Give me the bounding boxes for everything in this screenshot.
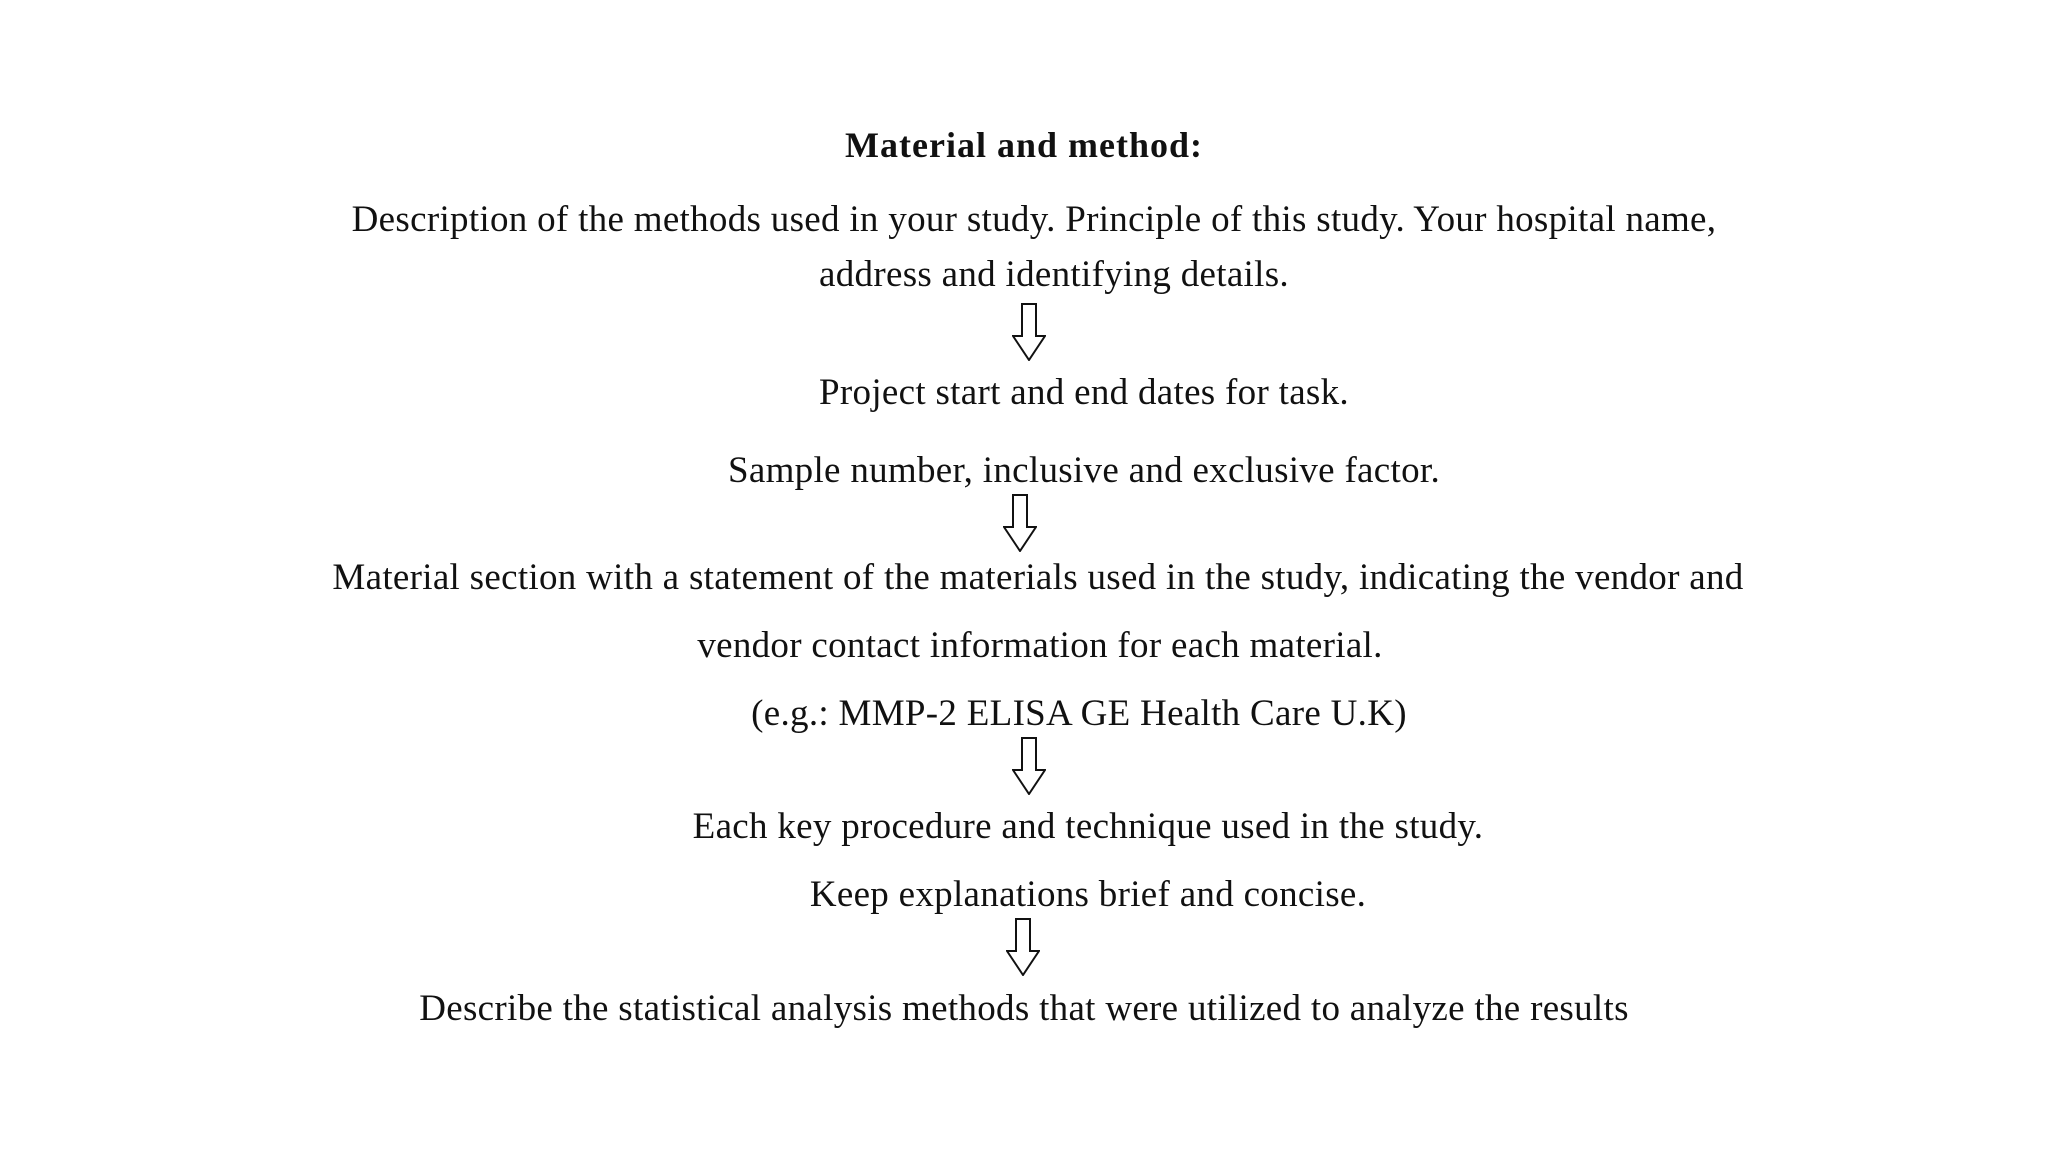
step-1-line-1: Description of the methods used in your study. Principle of this study. Your hospital name, [351,199,1717,240]
down-arrow-icon [1012,737,1046,795]
down-arrow-icon [1006,918,1040,976]
step-5-line-1: Describe the statistical analysis methods that were utilized to analyze the results [419,988,1629,1029]
step-3-line-1: Material section with a statement of the materials used in the study, indicating the vendor and [332,557,1744,598]
step-4-line-2: Keep explanations brief and concise. [809,874,1367,915]
step-1-line-2: address and identifying details. [819,254,1289,295]
step-4-line-1: Each key procedure and technique used in the study. [692,806,1484,847]
step-2-line-1: Project start and end dates for task. [819,372,1349,413]
down-arrow-icon [1003,494,1037,552]
step-3-line-2: vendor contact information for each material. [697,625,1383,666]
down-arrow-icon [1012,303,1046,361]
step-2-line-2: Sample number, inclusive and exclusive factor. [727,450,1441,491]
step-3-line-3: (e.g.: MMP-2 ELISA GE Health Care U.K) [751,693,1407,734]
diagram-title: Material and method: [845,125,1203,165]
